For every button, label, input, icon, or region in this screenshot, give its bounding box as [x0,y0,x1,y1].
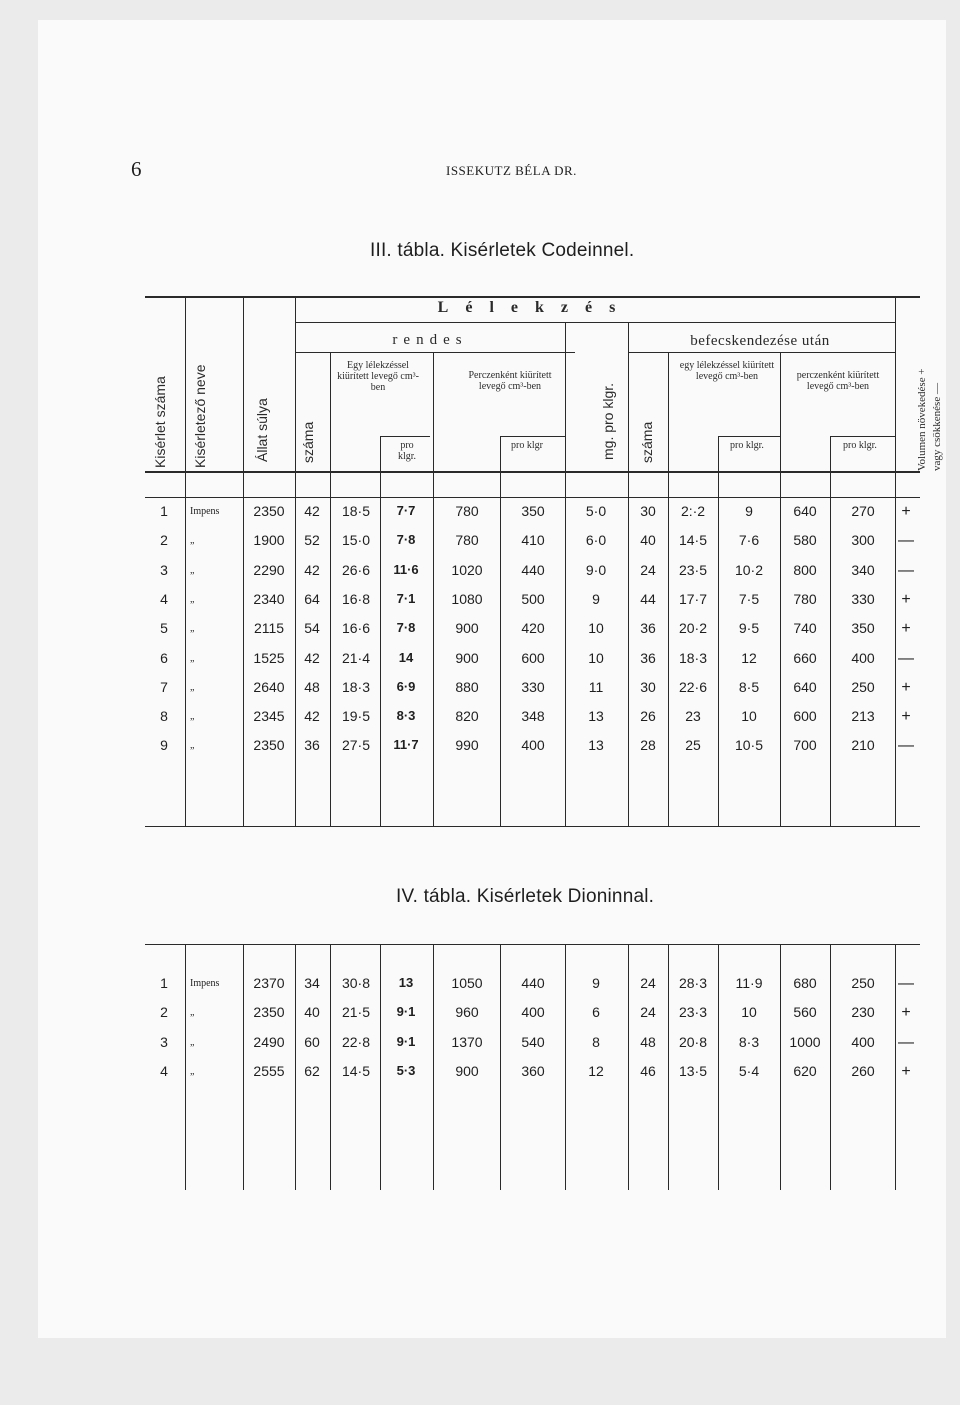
table4-cell: 9 [592,975,600,991]
table3-cell: „ [190,652,195,664]
table3-cell: 7·1 [396,590,416,606]
table3-cell: 600 [521,649,545,666]
table4-cell: 400 [851,1033,875,1050]
table3-cell: 350 [851,620,875,637]
table3-cell: 300 [851,532,875,549]
table4-cell: 900 [455,1062,479,1079]
table3-cell: 6·0 [585,532,607,549]
table3-cell: 820 [455,708,479,725]
table4-cell: 960 [455,1004,479,1021]
table3-cell: 10·2 [734,561,764,578]
vline-6 [433,352,434,826]
table3-cell: 400 [851,649,875,666]
table3-cell: 400 [521,737,545,754]
header-perc-after: perczenként kiürített levegő cm³-ben [796,370,880,392]
table3-cell: 27·5 [341,737,371,754]
table4-cell: 1 [160,975,168,991]
table3-cell: 350 [521,503,545,519]
table3-cell: 26·6 [341,561,371,578]
table4-cell: 23·3 [678,1004,708,1021]
table4-cell: 3 [160,1033,168,1050]
table3-cell: 14·5 [678,532,708,549]
table3-cell: 500 [521,590,545,607]
table3-cell: 21·4 [341,649,371,666]
table3-cell: 780 [793,590,817,607]
table4-cell: 14·5 [341,1062,371,1079]
table3-cell: 13 [588,737,604,754]
table3-cell: 12 [741,649,757,666]
table4-cell: 11·9 [735,975,763,991]
table3-cell: 1020 [451,561,483,578]
table3-cell: 2 [160,532,168,549]
table3-cell: 5·0 [585,503,607,519]
table3-cell: 990 [455,737,479,754]
table4-cell: 5·4 [738,1062,760,1079]
table3-cell: 7·6 [738,532,760,549]
table3-cell: 330 [851,590,875,607]
header-rendes: rendes [392,332,468,348]
table3-cell: 42 [304,503,320,519]
table3-cell: 15·0 [341,532,371,549]
table3-cell: — [898,737,914,755]
table4-cell: 46 [640,1062,656,1079]
table3-cell: „ [190,535,195,547]
table3-cell: 7·5 [738,590,760,607]
table3-cell: 42 [304,708,320,725]
vline-7 [500,436,501,826]
table4-cell: 1370 [451,1033,483,1050]
table3-cell: 18·5 [341,503,371,519]
table4-cell: 5·3 [396,1062,416,1078]
header-perc-rendes: Perczenként kiürített levegő cm³-ben [468,370,552,392]
table3-cell: 14 [398,649,414,665]
table3-caption: III. tábla. Kisérletek Codeinnel. [370,240,635,261]
table3-cell: — [898,532,914,550]
table4-cell: 2555 [253,1062,285,1079]
table3-cell: 600 [793,708,817,725]
table3-cell: 30 [640,678,656,695]
table3-cell: 10 [588,620,604,637]
table3-cell: + [901,620,911,638]
table3-cell: — [898,649,914,667]
table3-cell: 42 [304,649,320,666]
header-egy-after: egy lélekzéssel kiürített levegő cm³-ben [679,360,775,382]
table4-caption: IV. tábla. Kisérletek Dioninnal. [396,886,655,907]
table4-cell: 2370 [253,975,285,991]
vline-12 [780,352,781,826]
header-allat-sulya: Állat súlya [254,398,270,462]
table3-cell: 1900 [253,532,285,549]
table3-cell: 10 [741,708,757,725]
table3-cell: 660 [793,649,817,666]
table4-cell: 620 [793,1062,817,1079]
table3-cell: 28 [640,737,656,754]
table3-cell: 64 [304,590,320,607]
table-top-rule [145,296,920,298]
table3-cell: 420 [521,620,545,637]
table4-cell: 6 [592,1004,600,1021]
header-egy-rendes: Egy lélekzéssel kiürített levegő cm³-ben [337,360,419,393]
table4-cell: 2350 [253,1004,285,1021]
table3-cell: 23·5 [678,561,708,578]
table4-cell: 8·3 [738,1033,760,1050]
header-bottom-rule-2 [145,497,920,498]
table4-cell: 40 [304,1004,320,1021]
table4-cell: 24 [640,975,656,991]
table4-cell: 360 [521,1062,545,1079]
table3-cell: 52 [304,532,320,549]
table4-cell: 2490 [253,1033,285,1050]
table3-cell: 780 [455,503,479,519]
table4-cell: 10 [741,1004,757,1021]
table3-cell: 740 [793,620,817,637]
table3-cell: 1080 [451,590,483,607]
table3-cell: 2640 [253,678,285,695]
table4-cell: 8 [592,1033,600,1050]
table4-cell: 24 [640,1004,656,1021]
header-pro-klgr-1: pro klgr. [397,440,417,462]
header-vagy: vagy csökkenése — [931,383,943,471]
table4-cell: 62 [304,1062,320,1079]
table3-cell: 24 [640,561,656,578]
table3-cell: 440 [521,561,545,578]
table3-cell: „ [190,711,195,723]
header-after-szama: száma [639,421,655,463]
table4-cell: 230 [851,1004,875,1021]
table3-cell: 11·7 [393,737,419,753]
table3-cell: „ [190,681,195,693]
table3-cell: 10 [588,649,604,666]
table4-cell: „ [190,1036,195,1048]
table3-cell: 880 [455,678,479,695]
table3-cell: 580 [793,532,817,549]
page-number: 6 [131,157,142,181]
table3-cell: „ [190,740,195,752]
table3-cell: 2345 [253,708,285,725]
table3-cell: 7·8 [396,532,416,548]
table3-cell: 19·5 [341,708,371,725]
table3-cell: 9 [160,737,168,754]
table3-cell: 8 [160,708,168,725]
table4-cell: 9·1 [396,1033,416,1049]
table3-cell: 36 [640,649,656,666]
table3-cell: — [898,561,914,579]
table3-cell: 330 [521,678,545,695]
rule-pro-klgr-2 [500,436,565,437]
table4-cell: 13·5 [678,1062,708,1079]
table4-cell: 2 [160,1004,168,1021]
header-pro-klgr-2: pro klgr [511,440,543,451]
table3-cell: 9·5 [738,620,760,637]
table4-cell: — [898,1033,914,1051]
table4-cell: 30·8 [341,975,371,991]
table4-cell: „ [190,1065,195,1077]
header-bottom-rule [145,471,920,473]
table3-cell: 900 [455,620,479,637]
table3-cell: 2:·2 [680,503,706,519]
table4-cell: 560 [793,1004,817,1021]
table3-cell: 25 [685,737,701,754]
table3-cell: 42 [304,561,320,578]
table3-cell: 9 [745,503,753,519]
table3-cell: 348 [521,708,545,725]
table4-cell: 34 [304,975,320,991]
table4-top-rule [145,944,920,945]
table3-cell: 210 [851,737,875,754]
table3-cell: 7·7 [396,503,416,518]
table4-cell: 540 [521,1033,545,1050]
table4-cell: 60 [304,1033,320,1050]
table3-cell: 1525 [253,649,285,666]
table3-cell: 9 [592,590,600,607]
table4-cell: + [901,1062,911,1080]
table4-cell: 260 [851,1062,875,1079]
table3-cell: 36 [640,620,656,637]
table3-cell: 640 [793,503,817,519]
table3-cell: 900 [455,649,479,666]
table4-cell: 1050 [451,975,483,991]
table3-cell: 22·6 [678,678,708,695]
header-kiserlet-szama: Kisérlet száma [152,376,168,468]
table4-cell: 9·1 [396,1004,416,1020]
vline-4 [330,352,331,826]
vline-t4-7 [500,944,501,1190]
table4-cell: 28·3 [678,975,708,991]
table4-cell: 20·8 [678,1033,708,1050]
table3-cell: 7 [160,678,168,695]
table4-cell: — [898,975,914,992]
table3-cell: 800 [793,561,817,578]
table3-cell: 16·6 [341,620,371,637]
header-befecskendezese: befecskendezése után [690,333,830,349]
table3-cell: 4 [160,590,168,607]
table3-cell: „ [190,623,195,635]
table4-cell: 13 [398,975,414,990]
table3-cell: 780 [455,532,479,549]
table3-cell: 3 [160,561,168,578]
table3-cell: 2290 [253,561,285,578]
rule-under-rendes [295,352,575,353]
table3-cell: 9·0 [585,561,607,578]
table3-cell: 54 [304,620,320,637]
table3-cell: + [901,503,911,520]
vline-10 [668,352,669,826]
table3-cell: 11 [588,678,604,695]
table3-cell: 26 [640,708,656,725]
table3-cell: 40 [640,532,656,549]
table3-cell: „ [190,593,195,605]
header-pro-klgr-4: pro klgr. [843,440,877,451]
table3-cell: 10·5 [734,737,764,754]
table3-cell: 6·9 [396,678,416,694]
header-lelekzes: Lélekzés [437,299,633,316]
table3-cell: „ [190,564,195,576]
table3-cell: 8·5 [738,678,760,695]
table3-cell: + [901,678,911,696]
table4-cell: Impens [190,978,220,989]
table4-cell: „ [190,1007,195,1019]
rule-pro-klgr-3 [718,436,780,437]
table4-cell: 22·8 [341,1033,371,1050]
table3-cell: 2350 [253,503,285,519]
table4-cell: 21·5 [341,1004,371,1021]
table3-cell: 410 [521,532,545,549]
table3-cell: 48 [304,678,320,695]
table3-cell: 340 [851,561,875,578]
rule-pro-klgr-1 [380,436,430,437]
table4-cell: 400 [521,1004,545,1021]
table3-cell: 270 [851,503,875,519]
table3-cell: 23 [685,708,701,725]
table3-cell: + [901,590,911,608]
table3-cell: 7·8 [396,620,416,636]
table3-cell: 5 [160,620,168,637]
table3-cell: 18·3 [341,678,371,695]
table3-cell: 640 [793,678,817,695]
table3-cell: 18·3 [678,649,708,666]
header-volumen: Volumen növekedése + [916,368,928,471]
header-kiserletezo-neve: Kisérletező neve [192,364,208,468]
table3-cell: 17·7 [678,590,708,607]
table3-cell: 36 [304,737,320,754]
header-rendes-szama: száma [300,421,316,463]
rule-under-lelekzes [295,322,895,323]
table3-cell: 2340 [253,590,285,607]
table3-cell: 250 [851,678,875,695]
header-mg-pro-klgr: mg. pro klgr. [600,382,616,460]
table3-cell: 1 [160,503,168,519]
table3-cell: + [901,708,911,726]
table3-cell: 6 [160,649,168,666]
table3-cell: 8·3 [396,708,416,724]
table3-cell: 13 [588,708,604,725]
table4-cell: 48 [640,1033,656,1050]
table3-cell: 213 [851,708,875,725]
table3-cell: 44 [640,590,656,607]
table3-cell: 2350 [253,737,285,754]
table3-cell: 700 [793,737,817,754]
table4-cell: + [901,1004,911,1022]
table4-cell: 1000 [789,1033,821,1050]
table4-cell: 440 [521,975,545,991]
table4-cell: 250 [851,975,875,991]
table3-cell: 2115 [253,620,285,637]
rule-pro-klgr-4 [830,436,895,437]
table3-cell: 20·2 [678,620,708,637]
table3-bottom-rule [145,826,920,827]
table4-cell: 680 [793,975,817,991]
table3-cell: Impens [190,506,220,517]
header-pro-klgr-3: pro klgr. [730,440,764,451]
running-head-author: ISSEKUTZ BÉLA DR. [446,163,577,178]
table4-cell: 12 [588,1062,604,1079]
table4-cell: 4 [160,1062,168,1079]
table3-cell: 16·8 [341,590,371,607]
table3-cell: 11·6 [393,561,419,577]
table3-cell: 30 [640,503,656,519]
